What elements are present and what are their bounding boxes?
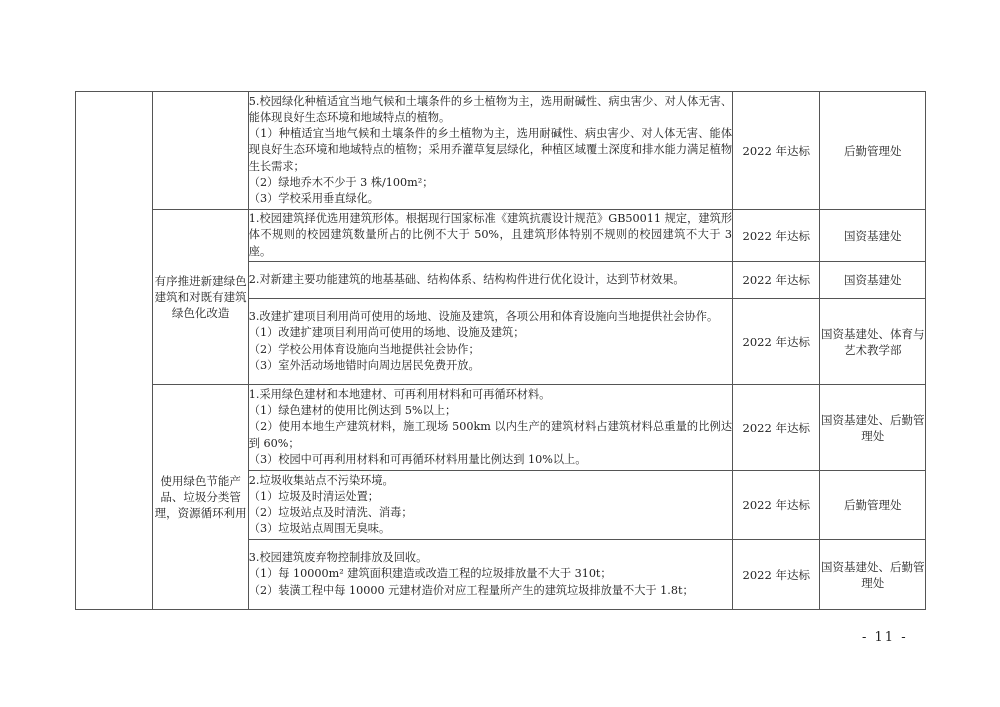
content-cell	[248, 92, 732, 210]
content-line: （1）绿色建材的使用比例达到 5%以上；	[248, 404, 457, 418]
table-row	[76, 92, 926, 210]
content-line: （3）校园中可再利用材料和可再循环材料用量比例达到 10%以上。	[248, 452, 587, 466]
category-cell: 使用绿色节能产品、垃圾分类管理，资源循环利用	[153, 385, 248, 610]
department-cell: 国资基建处	[820, 262, 926, 299]
content-cell	[248, 262, 732, 299]
content-line: （2）使用本地生产建筑材料，施工现场 500km 以内生产的建筑材料占建筑材料总重量的比例达到 60%；	[248, 420, 733, 450]
target-cell: 2022 年达标	[733, 540, 820, 610]
content-line: 3.校园建筑废弃物控制排放及回收。	[248, 551, 428, 565]
content-line: （3）垃圾站点周围无臭味。	[248, 522, 391, 536]
content-line: （1）垃圾及时清运处置；	[248, 489, 379, 503]
department-cell: 后勤管理处	[820, 471, 926, 540]
content-line: （2）绿地乔木不少于 3 株/100m²；	[248, 175, 434, 189]
target-cell: 2022 年达标	[733, 471, 820, 540]
content-line: （2）学校公用体育设施向当地提供社会协作；	[248, 342, 480, 356]
category-cell-empty	[76, 92, 153, 610]
content-line: （3）学校采用垂直绿化。	[248, 192, 379, 205]
page-number: - 11 -	[862, 630, 908, 645]
table-row	[76, 385, 926, 471]
target-cell: 2022 年达标	[733, 262, 820, 299]
content-cell	[248, 299, 732, 385]
department-cell: 国资基建处	[820, 210, 926, 262]
content-line: 2.垃圾收集站点不污染环境。	[248, 473, 394, 487]
content-line: （1）每 10000m² 建筑面积建造或改造工程的垃圾排放量不大于 310t；	[248, 567, 612, 581]
category-cell: 有序推进新建绿色建筑和对既有建筑绿色化改造	[153, 210, 248, 385]
content-line: 1.采用绿色建材和本地建材、可再利用材料和可再循环材料。	[248, 387, 551, 401]
category-cell-continued	[153, 92, 248, 210]
content-line: 1.校园建筑择优选用建筑形体。根据现行国家标准《建筑抗震设计规范》GB50011 规定，建筑形体不规则的校园建筑数量所占的比例不大于 50%，且建筑形体特别不规则的校园建筑不大于 3 座。	[248, 212, 733, 258]
content-line: （1）种植适宜当地气候和土壤条件的乡土植物为主，选用耐碱性、病虫害少、对人体无害、能体现良好生态环境和地域特点的植物；采用乔灌草复层绿化，种植区域覆土深度和排水能力满足植物生长需求；	[248, 127, 733, 173]
table-row	[76, 210, 926, 262]
department-cell: 国资基建处、体育与艺术教学部	[820, 299, 926, 385]
target-cell: 2022 年达标	[733, 92, 820, 210]
content-line: 5.校园绿化种植适宜当地气候和土壤条件的乡土植物为主，选用耐碱性、病虫害少、对人体无害、能体现良好生态环境和地域特点的植物。	[248, 94, 733, 124]
requirements-table	[75, 91, 926, 610]
content-cell	[248, 540, 732, 610]
content-line: （2）垃圾站点及时清洗、消毒；	[248, 506, 413, 519]
content-line: （2）装潢工程中每 10000 元建材造价对应工程量所产生的建筑垃圾排放量不大于 1.8t；	[248, 583, 694, 597]
content-line: （3）室外活动场地错时向周边居民免费开放。	[248, 358, 480, 372]
content-line: （1）改建扩建项目利用尚可使用的场地、设施及建筑；	[248, 326, 525, 340]
department-cell: 后勤管理处	[820, 92, 926, 210]
content-cell	[248, 385, 732, 471]
target-cell: 2022 年达标	[733, 210, 820, 262]
target-cell: 2022 年达标	[733, 385, 820, 471]
target-cell: 2022 年达标	[733, 299, 820, 385]
department-cell: 国资基建处、后勤管理处	[820, 540, 926, 610]
content-cell	[248, 210, 732, 262]
content-line: 3.改建扩建项目利用尚可使用的场地、设施及建筑，各项公用和体育设施向当地提供社会协作。	[248, 310, 719, 324]
department-cell: 国资基建处、后勤管理处	[820, 385, 926, 471]
content-cell	[248, 471, 732, 540]
content-line: 2.对新建主要功能建筑的地基基础、结构体系、结构构件进行优化设计，达到节材效果。	[248, 272, 685, 286]
